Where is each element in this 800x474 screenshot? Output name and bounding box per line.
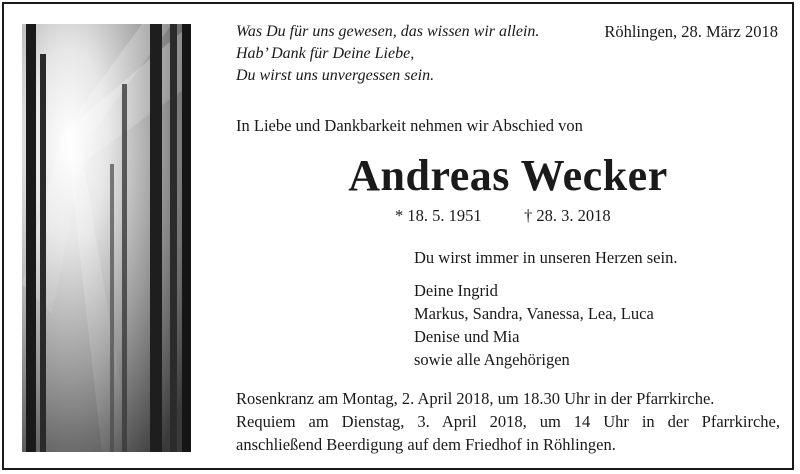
place-date: Röhlingen, 28. März 2018	[604, 22, 778, 41]
mourner-line: Denise und Mia	[414, 327, 520, 346]
mourner-line: sowie alle Angehörigen	[414, 350, 570, 369]
poem-line-3: Du wirst uns unvergessen sein.	[236, 67, 435, 84]
mourner-line: Markus, Sandra, Vanessa, Lea, Luca	[414, 304, 654, 323]
intro-text: In Liebe und Dankbarkeit nehmen wir Abschied von	[236, 116, 583, 135]
poem-line-1: Was Du für uns gewesen, das wissen wir allein.	[236, 23, 540, 40]
birth-date: * 18. 5. 1951	[395, 206, 482, 225]
poem-line-2: Hab’ Dank für Deine Liebe,	[236, 45, 415, 62]
rosary-service: Rosenkranz am Montag, 2. April 2018, um 18.30 Uhr in der Pfarrkirche.	[236, 389, 715, 408]
death-date: † 28. 3. 2018	[524, 206, 611, 225]
burial-service: anschließend Beerdigung auf dem Friedhof in Röhlingen.	[236, 435, 616, 454]
quote: Du wirst immer in unseren Herzen sein.	[414, 248, 678, 267]
forest-photo	[22, 24, 191, 452]
requiem-service: Requiem am Dienstag, 3. April 2018, um 14 Uhr in der Pfarrkirche,	[236, 412, 780, 431]
deceased-name: Andreas Wecker	[348, 151, 668, 200]
mourner-line: Deine Ingrid	[414, 281, 498, 300]
